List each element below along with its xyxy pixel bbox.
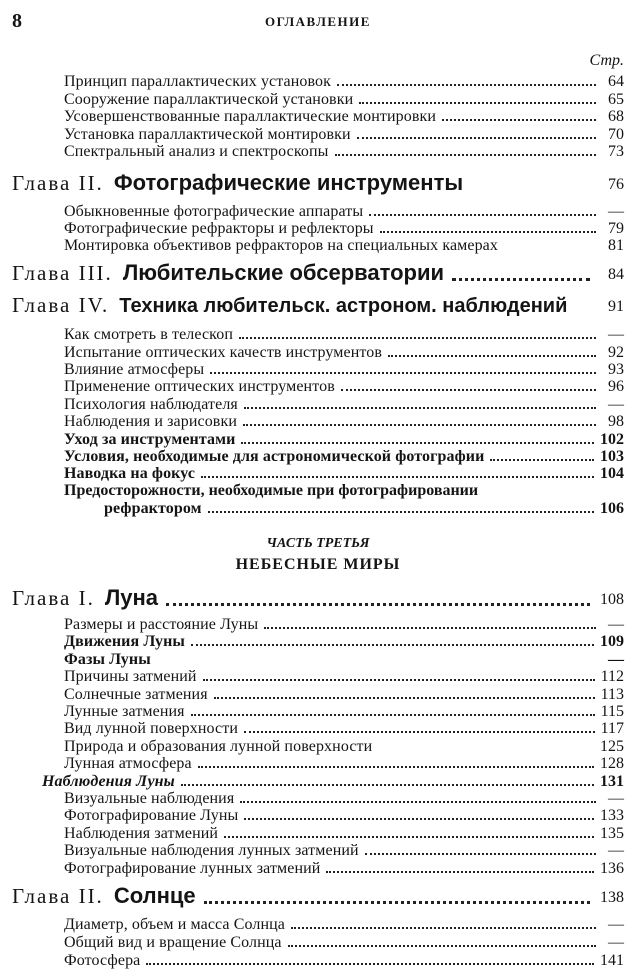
- chapter-page: 84: [608, 266, 624, 283]
- toc-entry-title: Природа и образования лунной поверхности: [64, 738, 373, 755]
- toc-entry: [64, 343, 624, 361]
- toc-entry-title: Визуальные наблюдения: [64, 790, 235, 807]
- toc-entry: [64, 464, 624, 482]
- toc-entry-title: Фотографирование Луны: [64, 807, 239, 824]
- dot-leader: [442, 119, 596, 121]
- toc-entry: [64, 806, 624, 824]
- toc-entry-title: Фотосфера: [64, 952, 141, 969]
- toc-entry-page: —: [608, 842, 624, 859]
- chapter-title: Луна: [104, 585, 159, 610]
- toc-entry: [64, 841, 624, 859]
- toc-subsection-title: Наблюдения Луны: [42, 773, 175, 790]
- toc-entry: [104, 499, 624, 517]
- dot-leader: [341, 389, 596, 391]
- toc-entry-title: Диаметр, объем и масса Солнца: [64, 916, 285, 933]
- toc-entry-title: Причины затмений: [64, 668, 197, 685]
- dot-leader: [201, 476, 594, 478]
- toc-entry-page: 112: [600, 668, 624, 685]
- toc-entry: [64, 430, 624, 448]
- toc-entry-page: 131: [600, 773, 624, 790]
- chapter-title: Любительские обсерватории: [122, 260, 445, 285]
- toc-entry: [64, 933, 624, 951]
- dot-leader: [490, 459, 594, 461]
- toc-entry-page: 73: [608, 143, 624, 160]
- toc-entry-title-line2: рефрактором: [104, 500, 202, 517]
- dot-leader: [224, 836, 594, 838]
- toc-entry-title: Фотографирование лунных затмений: [64, 860, 321, 877]
- page-column-label: Стр.: [589, 52, 624, 69]
- toc-entry: [64, 142, 624, 160]
- toc-entry-title: Применение оптических инструментов: [64, 378, 335, 395]
- toc-entry-page: 65: [608, 91, 624, 108]
- toc-entry-page: —: [608, 396, 624, 413]
- dot-leader: [244, 407, 596, 409]
- toc-entry-title: Обыкновенные фотографические аппараты: [64, 203, 364, 220]
- toc-entry-wrapped: [64, 482, 624, 500]
- chapter-page: 138: [600, 889, 624, 906]
- toc-entry-title: Монтировка объективов рефракторов на специальных камерах: [64, 237, 498, 254]
- dot-leader: [240, 801, 596, 803]
- chapter-heading: [12, 172, 624, 196]
- toc-entry-page: 98: [608, 413, 624, 430]
- toc-entry: [64, 702, 624, 720]
- dot-leader: [243, 424, 596, 426]
- toc-entry-page: 81: [608, 237, 624, 254]
- toc-entry-page: 109: [600, 633, 624, 650]
- dot-leader: [452, 278, 590, 281]
- dot-leader: [191, 714, 595, 716]
- part-title: НЕБЕСНЫЕ МИРЫ: [235, 556, 401, 573]
- dot-leader: [359, 102, 596, 104]
- toc-entry-page: —: [608, 651, 624, 668]
- toc-entry-page: 102: [600, 431, 624, 448]
- toc-entry-page: 125: [600, 738, 624, 755]
- dot-leader: [210, 372, 596, 374]
- chapter-heading: [12, 885, 624, 909]
- dot-leader: [291, 927, 596, 929]
- toc-entry-page: 113: [600, 686, 624, 703]
- toc-entry-title: Наводка на фокус: [64, 465, 196, 482]
- toc-entry: [64, 90, 624, 108]
- toc-entry-title: Вид лунной поверхности: [64, 720, 238, 737]
- toc-entry: [64, 360, 624, 378]
- toc-entry: [64, 632, 624, 650]
- chapter-title: Солнце: [113, 883, 196, 908]
- toc-entry: [64, 685, 624, 703]
- toc-entry: [64, 219, 624, 237]
- toc-entry-title: Наблюдения затмений: [64, 825, 219, 842]
- toc-entry-page: 135: [600, 825, 624, 842]
- toc-entry-title: Общий вид и вращение Солнца: [64, 934, 282, 951]
- chapter-title: Техника любительск. астроном. наблюдений: [119, 295, 568, 317]
- toc-entry-title: Принцип параллактических установок: [64, 73, 332, 90]
- chapter-label: Глава I.: [12, 586, 95, 610]
- chapter-label: Глава II.: [12, 884, 104, 908]
- chapter-label: Глава IV.: [12, 293, 110, 317]
- chapter-heading: [12, 262, 624, 286]
- toc-entry-page: 79: [608, 220, 624, 237]
- toc-entry: [64, 951, 624, 969]
- dot-leader: [357, 137, 596, 139]
- toc-entry-page: 106: [600, 500, 624, 517]
- dot-leader: [241, 442, 594, 444]
- toc-entry: [64, 859, 624, 877]
- dot-leader: [244, 731, 595, 733]
- toc-entry-title: Уход за инструментами: [64, 431, 236, 448]
- dot-leader: [146, 963, 594, 965]
- toc-entry-title: Размеры и расстояние Луны: [64, 616, 259, 633]
- dot-leader: [264, 627, 596, 629]
- dot-leader: [198, 766, 594, 768]
- toc-entry-title: Фотографические рефракторы и рефлекторы: [64, 220, 374, 237]
- toc-entry-page: 115: [600, 703, 624, 720]
- dot-leader: [208, 511, 594, 513]
- toc-entry: [64, 377, 624, 395]
- toc-subsection: [42, 772, 624, 790]
- toc-entry: [64, 412, 624, 430]
- toc-entry: [64, 650, 624, 668]
- toc-entry-page: 141: [600, 952, 624, 969]
- toc-entry: [64, 754, 624, 772]
- toc-entry: [64, 325, 624, 343]
- toc-entry-title: Лунная атмосфера: [64, 755, 192, 772]
- toc-entry-page: 117: [600, 720, 624, 737]
- part-label: ЧАСТЬ ТРЕТЬЯ: [266, 536, 370, 551]
- dot-leader: [204, 901, 590, 904]
- toc-entry-title: Усовершенствованные параллактические монтировки: [64, 108, 437, 125]
- chapter-heading: [12, 587, 624, 611]
- chapter-page: 91: [608, 298, 624, 315]
- toc-entry-page: —: [608, 934, 624, 951]
- dot-leader: [380, 231, 596, 233]
- chapter-page: 108: [600, 591, 624, 608]
- toc-entry-page: 70: [608, 126, 624, 143]
- dot-leader: [365, 853, 596, 855]
- dot-leader: [166, 603, 590, 606]
- toc-entry-page: 128: [600, 755, 624, 772]
- dot-leader: [244, 818, 594, 820]
- toc-entry-page: —: [608, 326, 624, 343]
- toc-entry-page: —: [608, 916, 624, 933]
- toc-entry-page: 133: [600, 807, 624, 824]
- toc-entry-page: 64: [608, 73, 624, 90]
- chapter-label: Глава III.: [12, 261, 113, 285]
- toc-entry: [64, 667, 624, 685]
- toc-entry: [64, 107, 624, 125]
- toc-entry: [64, 915, 624, 933]
- dot-leader: [326, 871, 594, 873]
- toc-entry-page: 103: [600, 448, 624, 465]
- toc-entry-page: 96: [608, 378, 624, 395]
- toc-entry: [64, 737, 624, 755]
- dot-leader: [388, 355, 596, 357]
- toc-entry-page: —: [608, 203, 624, 220]
- toc-entry-page: 92: [608, 344, 624, 361]
- toc-entry: [64, 395, 624, 413]
- toc-entry-page: 104: [600, 465, 624, 482]
- toc-entry-title: Лунные затмения: [64, 703, 185, 720]
- dot-leader: [214, 697, 595, 699]
- chapter-title: Фотографические инструменты: [113, 170, 464, 195]
- toc-entry-title: Психология наблюдателя: [64, 396, 238, 413]
- toc-entry-page: —: [608, 790, 624, 807]
- dot-leader: [369, 214, 596, 216]
- toc-entry-title: Визуальные наблюдения лунных затмений: [64, 842, 359, 859]
- toc-entry-page: 93: [608, 361, 624, 378]
- toc-entry-title: Как смотреть в телескоп: [64, 326, 233, 343]
- toc-entry-title: Условия, необходимые для астрономической фотографии: [64, 448, 485, 465]
- dot-leader: [181, 784, 594, 786]
- toc-entry-title-line1: Предосторожности, необходимые при фотографировании: [64, 482, 479, 499]
- toc-entry-title: Сооружение параллактической установки: [64, 91, 354, 108]
- toc-entry-title: Испытание оптических качеств инструментов: [64, 344, 382, 361]
- toc-entry-page: —: [608, 616, 624, 633]
- dot-leader: [239, 337, 596, 339]
- toc-entry-title: Фазы Луны: [64, 651, 151, 668]
- chapter-heading: [12, 294, 624, 318]
- dot-leader: [288, 945, 596, 947]
- dot-leader: [203, 679, 595, 681]
- dot-leader: [337, 84, 596, 86]
- dot-leader: [191, 644, 594, 646]
- toc-entry: [64, 202, 624, 220]
- dot-leader: [335, 154, 596, 156]
- chapter-page: 76: [608, 176, 624, 193]
- page-number: 8: [12, 10, 22, 32]
- toc-entry-title: Влияние атмосферы: [64, 361, 205, 378]
- running-head: ОГЛАВЛЕНИЕ: [265, 14, 371, 29]
- chapter-label: Глава II.: [12, 171, 104, 195]
- toc-entry-title: Спектральный анализ и спектроскопы: [64, 143, 329, 160]
- toc-entry: [64, 72, 624, 90]
- toc-entry-title: Солнечные затмения: [64, 686, 208, 703]
- toc-entry: [64, 125, 624, 143]
- toc-entry: [64, 236, 624, 254]
- toc-entry: [64, 789, 624, 807]
- toc-entry-title: Движения Луны: [64, 633, 185, 650]
- toc-entry-page: 68: [608, 108, 624, 125]
- toc-entry: [64, 719, 624, 737]
- toc-entry-title: Наблюдения и зарисовки: [64, 413, 237, 430]
- toc-entry-title: Установка параллактической монтировки: [64, 126, 351, 143]
- toc-entry: [64, 447, 624, 465]
- toc-entry: [64, 615, 624, 633]
- toc-entry-page: 136: [600, 860, 624, 877]
- toc-entry: [64, 824, 624, 842]
